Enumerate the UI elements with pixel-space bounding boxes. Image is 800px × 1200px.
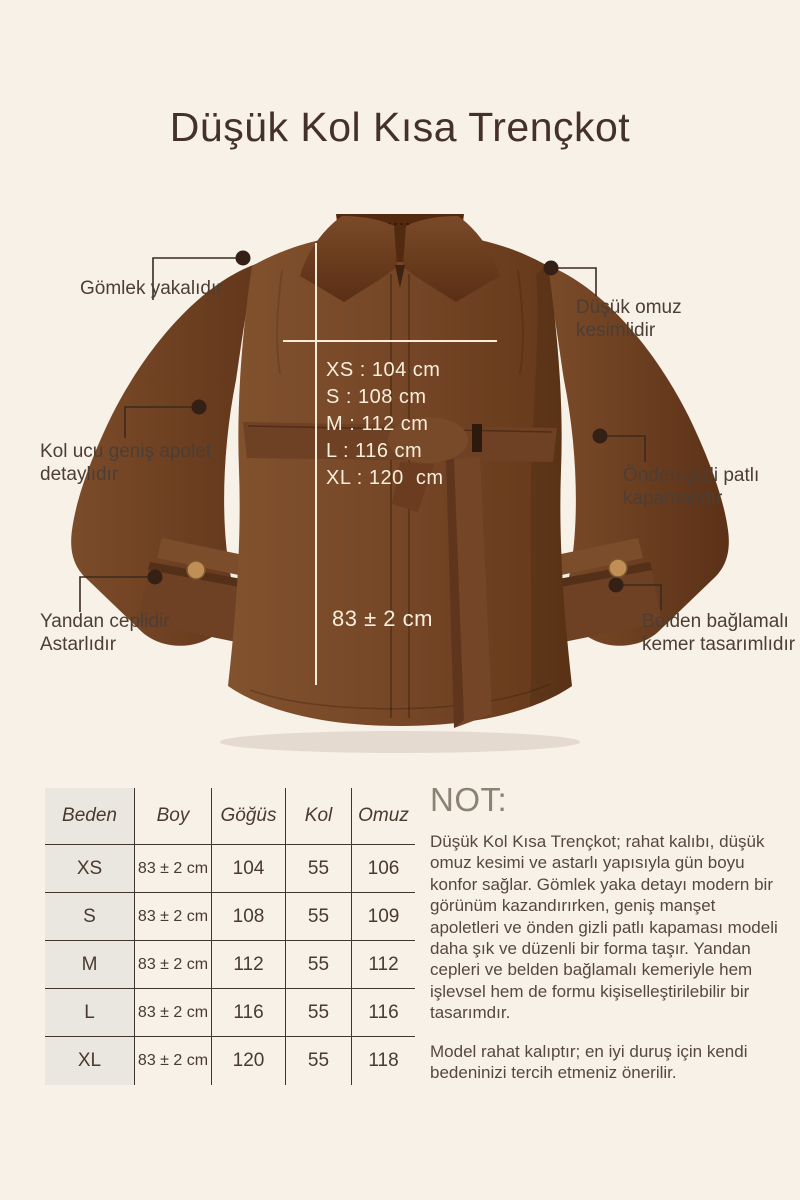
table-cell: 55 (286, 893, 352, 941)
callout-dot-shoulder (544, 261, 559, 276)
chest-measurement-item: L : 116 cm (326, 440, 423, 462)
size-table (45, 788, 415, 1085)
callout-collar (80, 277, 223, 300)
callout-dot-cuff (192, 400, 207, 415)
table-cell: XL (45, 1037, 135, 1085)
table-cell: 112 (352, 941, 415, 989)
table-cell: 83 ± 2 cm (135, 989, 212, 1037)
note-section (430, 781, 782, 1100)
callout-cuff (40, 440, 211, 486)
callout-text: Düşük omuz (576, 297, 682, 318)
callout-text: Gömlek yakalıdır (80, 278, 223, 299)
table-cell: 83 ± 2 cm (135, 1037, 212, 1085)
note-paragraph: Düşük Kol Kısa Trençkot; rahat kalıbı, düşük omuz kesimi ve astarlı yapısıyla gün boyu konfor sağlar. Gömlek yaka detayı modern bir görünüm kazandırırken, geniş manşet apoletleri ve önden gizli patlı kapaması modeli daha şık ve düzenli bir forma taşır. Yandan cepleri ve belden bağlamalı kemeriyle hem işlevsel hem de formu kişiselleştirilebilir bir tasarımdır. (430, 832, 778, 1023)
callout-text: Yandan ceplidir (40, 611, 170, 632)
chest-measurement-item: XS : 104 cm (326, 359, 441, 381)
table-cell: 116 (212, 989, 286, 1037)
table-cell: XS (45, 845, 135, 893)
table-cell: 109 (352, 893, 415, 941)
chest-measurement-item: M : 112 cm (326, 413, 429, 435)
callout-text: Önden gizli patlı (623, 465, 760, 486)
cuff-button-right (609, 559, 627, 577)
table-cell: 83 ± 2 cm (135, 845, 212, 893)
callout-text: kemer tasarımlıdır (642, 634, 796, 655)
table-cell: M (45, 941, 135, 989)
size-table-header: Boy (135, 788, 212, 845)
chest-measurement-list (326, 357, 444, 492)
callout-text: detaylıdır (40, 464, 119, 485)
size-table-header: Göğüs (212, 788, 286, 845)
table-cell: 106 (352, 845, 415, 893)
callout-pocket (40, 610, 170, 656)
note-heading: NOT: (430, 781, 508, 818)
table-cell: 108 (212, 893, 286, 941)
table-cell: S (45, 893, 135, 941)
note-paragraph: Model rahat kalıptır; en iyi duruş için kendi bedeninizi tercih etmeniz önerilir. (430, 1041, 748, 1083)
table-cell: 120 (212, 1037, 286, 1085)
belt-buckle (472, 424, 482, 452)
callout-text: Astarlıdır (40, 634, 117, 655)
table-cell: L (45, 989, 135, 1037)
table-cell: 55 (286, 845, 352, 893)
callout-placket (623, 464, 759, 510)
callout-dot-placket (593, 429, 608, 444)
callout-text: kesimlidir (576, 320, 656, 341)
callout-dot-pocket (148, 570, 163, 585)
table-cell: 118 (368, 1050, 399, 1071)
callout-text: Belden bağlamalı (642, 611, 789, 632)
callout-shoulder (576, 296, 682, 342)
length-measurement-label: 83 ± 2 cm (332, 606, 433, 631)
size-table-header: Omuz (352, 788, 415, 845)
callout-text: Kol ucu geniş apolet (40, 441, 212, 462)
size-table-header: Beden (45, 788, 135, 845)
chest-measurement-item: S : 108 cm (326, 386, 427, 408)
callout-dot-collar (236, 251, 251, 266)
page-title: Düşük Kol Kısa Trençkot (169, 104, 631, 150)
callout-dot-belt (609, 578, 624, 593)
table-cell: 83 ± 2 cm (135, 941, 212, 989)
table-cell: 104 (212, 845, 286, 893)
size-table-header: Kol (286, 788, 352, 845)
table-cell: 112 (212, 941, 286, 989)
table-cell: 55 (286, 989, 352, 1037)
callout-belt (642, 610, 795, 656)
chest-measurement-item: XL : 120 cm (326, 467, 444, 489)
table-cell: 55 (286, 941, 352, 989)
table-cell: 83 ± 2 cm (135, 893, 212, 941)
table-cell: 116 (352, 989, 415, 1037)
cuff-button-left (187, 561, 205, 579)
table-cell: 55 (286, 1037, 352, 1085)
floor-shadow (220, 731, 580, 753)
callout-text: kapamalıdır (623, 488, 723, 509)
